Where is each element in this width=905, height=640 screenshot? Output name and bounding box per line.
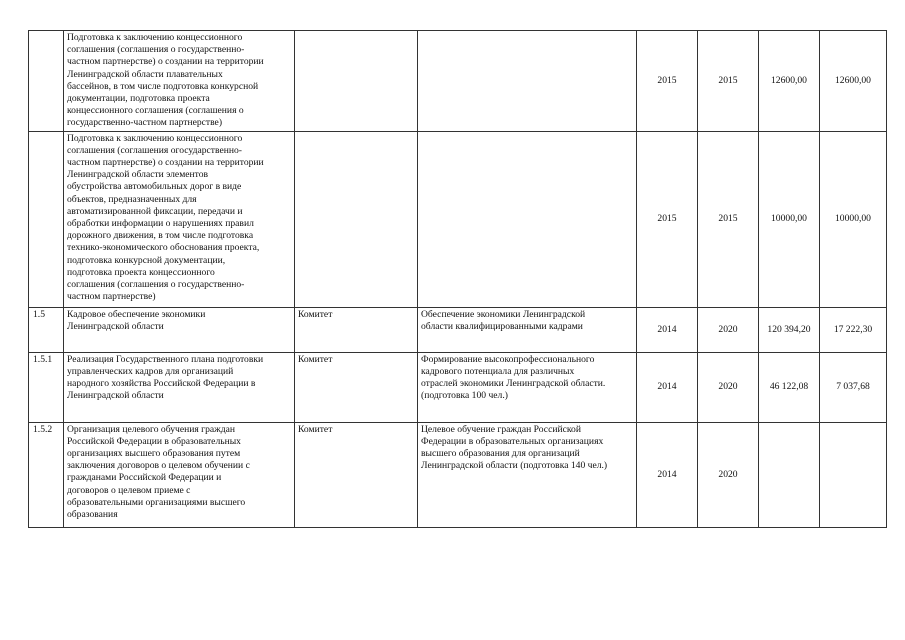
year-start: 2014 [637,307,698,352]
funding-total: 46 122,08 [759,352,820,422]
expected-result [418,352,637,422]
table-row [29,307,887,352]
row-code: 1.5 [29,307,64,352]
table-row [29,352,887,422]
activity-name [64,352,295,422]
funding-total: 120 394,20 [759,307,820,352]
executor: Комитет [295,352,418,422]
year-start: 2014 [637,352,698,422]
expected-result-text: Формирование высокопрофессионального кадрового потенциала для различных отраслей экономики Ленинградской области. (подготовка 100 чел.) [421,353,606,402]
activity-name-text: Организация целевого обучения граждан Российской Федерации в образовательных организациях высшего образования путем заключения договоров о целевом обучении с гражданами Российской Федерации и договоров о целевом приеме с образовательными организациями высшего образования [67,423,250,521]
expected-result-text: Обеспечение экономики Ленинградской области квалифицированными кадрами [421,308,586,332]
funding-total [759,422,820,527]
expected-result-text: Целевое обучение граждан Российской Федерации в образовательных организациях высшего образования для организаций Ленинградской области (подготовка 140 чел.) [421,423,608,472]
activity-name-text: Подготовка к заключению концессионного соглашения (соглашения о государственно- частном партнерстве) о создании на территории Ленинградской области плавательных бассейнов, в том числе подготовка конкурсной документации, подготовка проекта концессионного соглашения (соглашения о государственно-частном партнерстве) [67,32,264,129]
expected-result [418,31,637,132]
expected-result [418,131,637,307]
table-row [29,131,887,307]
row-code [29,131,64,307]
executor [295,131,418,307]
activity-name [64,31,295,132]
year-end: 2015 [698,31,759,132]
row-code: 1.5.1 [29,352,64,422]
table-row [29,31,887,132]
funding-amount: 17 222,30 [820,307,887,352]
row-code: 1.5.2 [29,422,64,527]
table-row [29,422,887,527]
year-end: 2020 [698,422,759,527]
funding-amount [820,422,887,527]
expected-result [418,307,637,352]
activity-name [64,131,295,307]
executor [295,31,418,132]
executor: Комитет [295,422,418,527]
row-code [29,31,64,132]
year-start: 2014 [637,422,698,527]
year-end: 2015 [698,131,759,307]
activity-name-text: Кадровое обеспечение экономики Ленинградской области [67,308,206,332]
funding-total: 12600,00 [759,31,820,132]
year-start: 2015 [637,31,698,132]
funding-amount: 7 037,68 [820,352,887,422]
activity-name [64,422,295,527]
expected-result [418,422,637,527]
year-end: 2020 [698,307,759,352]
year-end: 2020 [698,352,759,422]
funding-amount: 12600,00 [820,31,887,132]
activity-name [64,307,295,352]
year-start: 2015 [637,131,698,307]
funding-total: 10000,00 [759,131,820,307]
funding-amount: 10000,00 [820,131,887,307]
activity-name-text: Подготовка к заключению концессионного соглашения (соглашения огосударственно- частном партнерстве) о создании на территории Ленинградской области элементов обустройства автомобильных дорог в виде объектов, предназначенных для автоматизированной фиксации, передачи и обработки информации о нарушениях правил дорожного движения, в том числе подготовка технико-экономического обоснования проекта, подготовка конкурсной документации, подготовка проекта концессионного соглашения (соглашения о государственно- частном партнерстве) [67,132,264,303]
activity-name-text: Реализация Государственного плана подготовки управленческих кадров для организаций народного хозяйства Российской Федерации в Ленинградской области [67,353,264,402]
executor: Комитет [295,307,418,352]
program-activities-table [28,30,887,528]
